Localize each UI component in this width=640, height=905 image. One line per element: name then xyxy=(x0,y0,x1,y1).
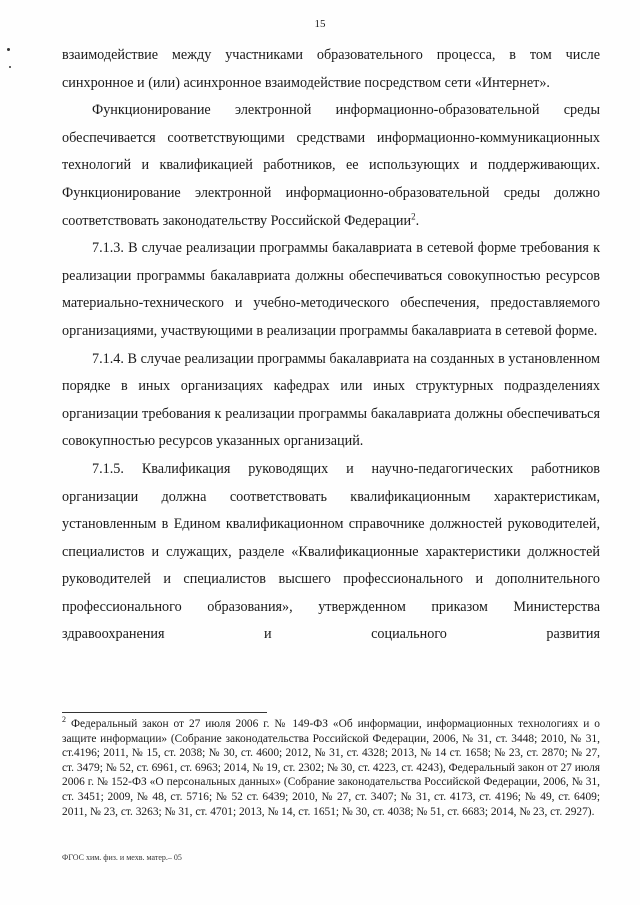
footnote-ref: 2 xyxy=(411,210,416,221)
paragraph-eios-text: Функционирование электронной информационно-образовательной среды обеспечивается соответствующими средствами информационно-коммуникационных технологий и квалификацией работников, ее использующих и поддерживающих. Функционирование электронной информационно-образовательной среды должно соответствовать законодательству Российской Федерации xyxy=(62,102,600,229)
page-number: 15 xyxy=(314,18,326,30)
footer-code: ФГОС хим. физ. и мехв. матер.– 05 xyxy=(62,853,182,862)
body-text xyxy=(62,42,600,649)
paragraph-7-1-4: 7.1.4. В случае реализации программы бакалавриата на созданных в установленном порядке в иных организациях кафедрах или иных структурных подразделениях организации требования к реализации программы бакалавриата должны обеспечиваться совокупностью ресурсов указанных организаций. xyxy=(62,350,600,450)
paragraph-continuation: взаимодействие между участниками образовательного процесса, в том числе синхронное и (или) асинхронное взаимодействие посредством сети «Интернет». xyxy=(62,47,600,91)
paragraph-eios: Функционирование электронной информационно-образовательной среды обеспечивается соответствующими средствами информационно-коммуникационных технологий и квалификацией работников, ее использующих и поддерживающих. Функционирование электронной информационно-образовательной среды должно соответствовать законодательству Российской Федерации$^2$. xyxy=(62,102,600,229)
footnote xyxy=(62,717,600,819)
scan-speck xyxy=(7,48,10,51)
footnote-separator xyxy=(62,712,267,713)
footnote-text: Федеральный закон от 27 июля 2006 г. № 149-ФЗ «Об информации, информационных технологиях и о защите информации» (Собрание законодательства Российской Федерации, 2006, № 31, ст. 3448; 2010, № 31, ст.4196; 2011, № 15, ст. 2038; № 30, ст. 4600; 2012, № 31, ст. 4328; 2013, № 14 ст. 1658; № 23, ст. 2870; № 27, ст. 3479; № 52, ст. 6961, ст. 6963; 2014, № 19, ст. 2302; № 30, ст. 4223, ст. 4243), Федеральный закон от 27 июля 2006 г. № 152-ФЗ «О персональных данных» (Собрание законодательства Российской Федерации, 2006, № 31, ст. 3451; 2009, № 48, ст. 5716; № 52 ст. 6439; 2010, № 27, ст. 3407; № 31, ст. 4173, ст. 4196; № 49, ст. 6409; 2011, № 23, ст. 3263; № 31, ст. 4701; 2013, № 14, ст. 1651; № 30, ст. 4038; № 51, ст. 6683; 2014, № 23, ст. 2927). xyxy=(62,718,600,818)
paragraph-7-1-3: 7.1.3. В случае реализации программы бакалавриата в сетевой форме требования к реализации программы бакалавриата должны обеспечиваться совокупностью ресурсов материально-технического и учебно-методического обеспечения, предоставляемого организациями, участвующими в реализации программы бакалавриата в сетевой форме. xyxy=(62,240,600,339)
scan-speck xyxy=(9,66,11,68)
paragraph-7-1-5: 7.1.5. Квалификация руководящих и научно-педагогических работников организации должна соответствовать квалификационным характеристикам, установленным в Едином квалификационном справочнике должностей руководителей, специалистов и служащих, разделе «Квалификационные характеристики должностей руководителей и специалистов высшего профессионального и дополнительного профессионального образования», утвержденном приказом Министерства здравоохранения и социального развития xyxy=(62,460,600,643)
footnote-marker: 2 xyxy=(62,715,66,725)
